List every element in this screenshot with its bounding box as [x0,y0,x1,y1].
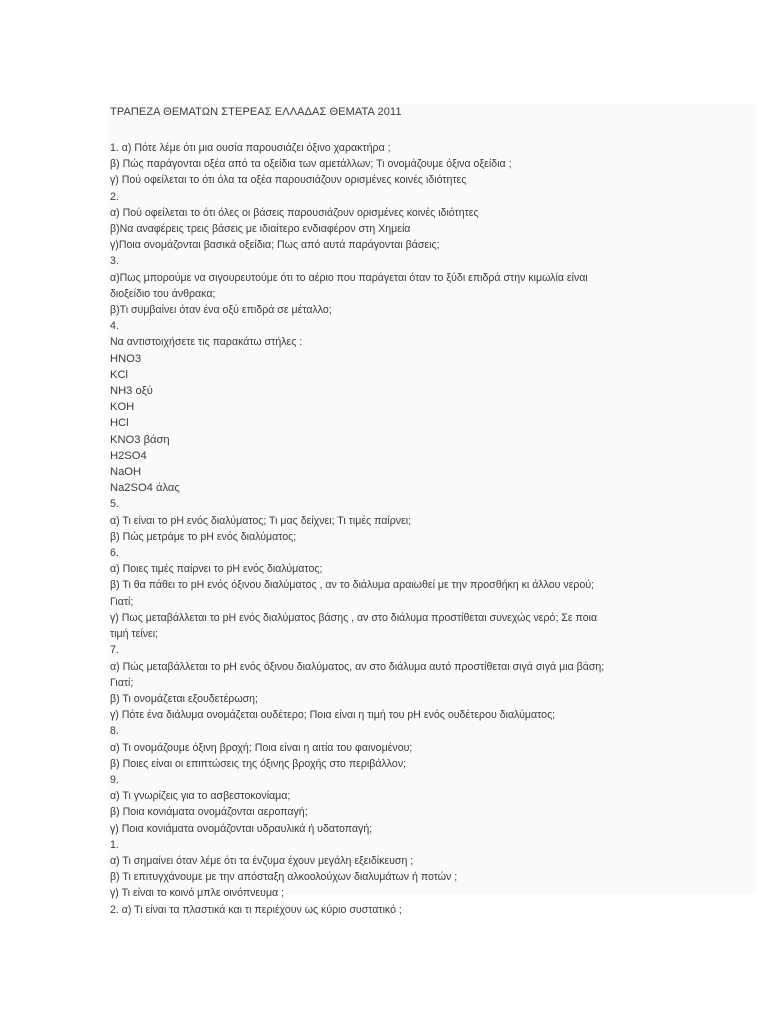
text-line: 1. α) Πότε λέμε ότι μια ουσία παρουσιάζει όξινο χαρακτήρα ; [110,142,391,154]
text-line: α)Πως μπορούμε να σιγουρευτούμε ότι το αέριο που παράγεται όταν το ξύδι επιδρά στην κιμωλία είναι [110,271,588,284]
text-line: β)Τι συμβαίνει όταν ένα οξύ επιδρά σε μέταλλο; [110,304,332,317]
text-line: H2SO4 [110,449,147,462]
text-line: γ)Ποια ονομάζονται βασικά οξείδια; Πως από αυτά παράγονται βάσεις; [110,239,440,252]
text-line: 4. [110,320,119,333]
text-line: γ) Πότε ένα διάλυμα ονομάζεται ουδέτερο; Ποια είναι η τιμή του pH ενός ουδέτερου διαλύματος; [110,709,556,722]
text-line: β) Πώς μετράμε το pH ενός διαλύματος; [110,530,297,543]
text-line: HNO3 [110,352,142,365]
text-line: β) Πώς παράγονται οξέα από τα οξείδια των αμετάλλων; Τι ονομάζουμε όξινα οξείδια ; [110,158,512,171]
text-line: τιμή τείνει; [110,628,159,641]
text-line: α) Τι γνωρίζεις για το ασβεστοκονίαμα; [110,790,291,803]
text-line: β) Ποια κονιάματα ονομάζονται αεροπαγή; [110,806,308,819]
text-line: α) Τι σημαίνει όταν λέμε ότι τα ένζυμα έχουν μεγάλη εξειδίκευση ; [110,854,414,867]
text-line: Να αντιστοιχήσετε τις παρακάτω στήλες : [110,336,303,349]
text-line: γ) Πως μεταβάλλεται το pH ενός διαλύματος βάσης , αν στο διάλυμα προστίθεται συνεχώς νερό; Σε ποια [110,611,598,624]
text-line: 5. [110,498,119,511]
text-line: HCl [110,417,129,430]
text-line: α) Τι ονομάζουμε όξινη βροχή; Ποια είναι η αιτία του φαινομένου; [110,741,413,754]
text-line: α) Πώς μεταβάλλεται το pH ενός όξινου διαλύματος, αν στο διάλυμα αυτό προστίθεται σιγά σιγά μια βάση; [110,660,605,673]
text-line: α) Πού οφείλεται το ότι όλες οι βάσεις παρουσιάζουν ορισμένες κοινές ιδιότητες [110,206,479,219]
document-title: ΤΡΑΠΕΖΑ ΘΕΜΑΤΩΝ ΣΤΕΡΕΑΣ ΕΛΛΑΔΑΣ ΘΕΜΑΤΑ 2011 [110,106,402,118]
text-line: γ) Ποια κονιάματα ονομάζονται υδραυλικά ή υδατοπαγή; [110,822,373,835]
text-line: KOH [110,401,135,414]
text-line: KCl [110,368,129,381]
text-line: 1. [110,838,119,851]
text-line: β) Τι ονομάζεται εξουδετέρωση; [110,692,258,705]
text-line: NaOH [110,466,142,479]
text-line: 2. [110,190,119,203]
text-line: β) Τι επιτυγχάνουμε με την απόσταξη αλκοολούχων διαλυμάτων ή ποτών ; [110,871,458,884]
text-line: Na2SO4 άλας [110,482,180,495]
text-line: NH3 οξύ [110,385,153,398]
text-line: 9. [110,773,119,786]
text-line: β)Να αναφέρεις τρεις βάσεις με ιδιαίτερο ενδιαφέρον στη Χημεία [110,223,411,236]
text-line: Γιατί; [110,676,134,689]
text-line: β) Τι θα πάθει το pH ενός όξινου διαλύματος , αν το διάλυμα αραιωθεί με την προσθήκη κι άλλου νερού; [110,579,595,592]
text-line: 8. [110,725,119,738]
text-line: γ) Πού οφείλεται το ότι όλα τα οξέα παρουσιάζουν ορισμένες κοινές ιδιότητες [110,174,467,187]
text-line: 3. [110,255,119,268]
document-body [110,140,750,918]
text-line: 7. [110,644,119,657]
text-line: α) Τι είναι το pH ενός διαλύματος; Τι μας δείχνει; Τι τιμές παίρνει; [110,514,412,527]
text-line: 2. α) Τι είναι τα πλαστικά και τι περιέχουν ως κύριο συστατικό ; [110,903,402,916]
text-line: διοξείδιο του άνθρακα; [110,287,216,300]
text-line: γ) Τι είναι το κοινό μπλε οινόπνευμα ; [110,887,285,900]
text-line: β) Ποιες είναι οι επιπτώσεις της όξινης βροχής στο περιβάλλον; [110,757,407,770]
text-line: KNO3 βάση [110,433,170,446]
text-line: α) Ποιες τιμές παίρνει το pH ενός διαλύματος; [110,563,323,576]
text-line: 6. [110,547,119,560]
text-line: Γιατί; [110,595,134,608]
